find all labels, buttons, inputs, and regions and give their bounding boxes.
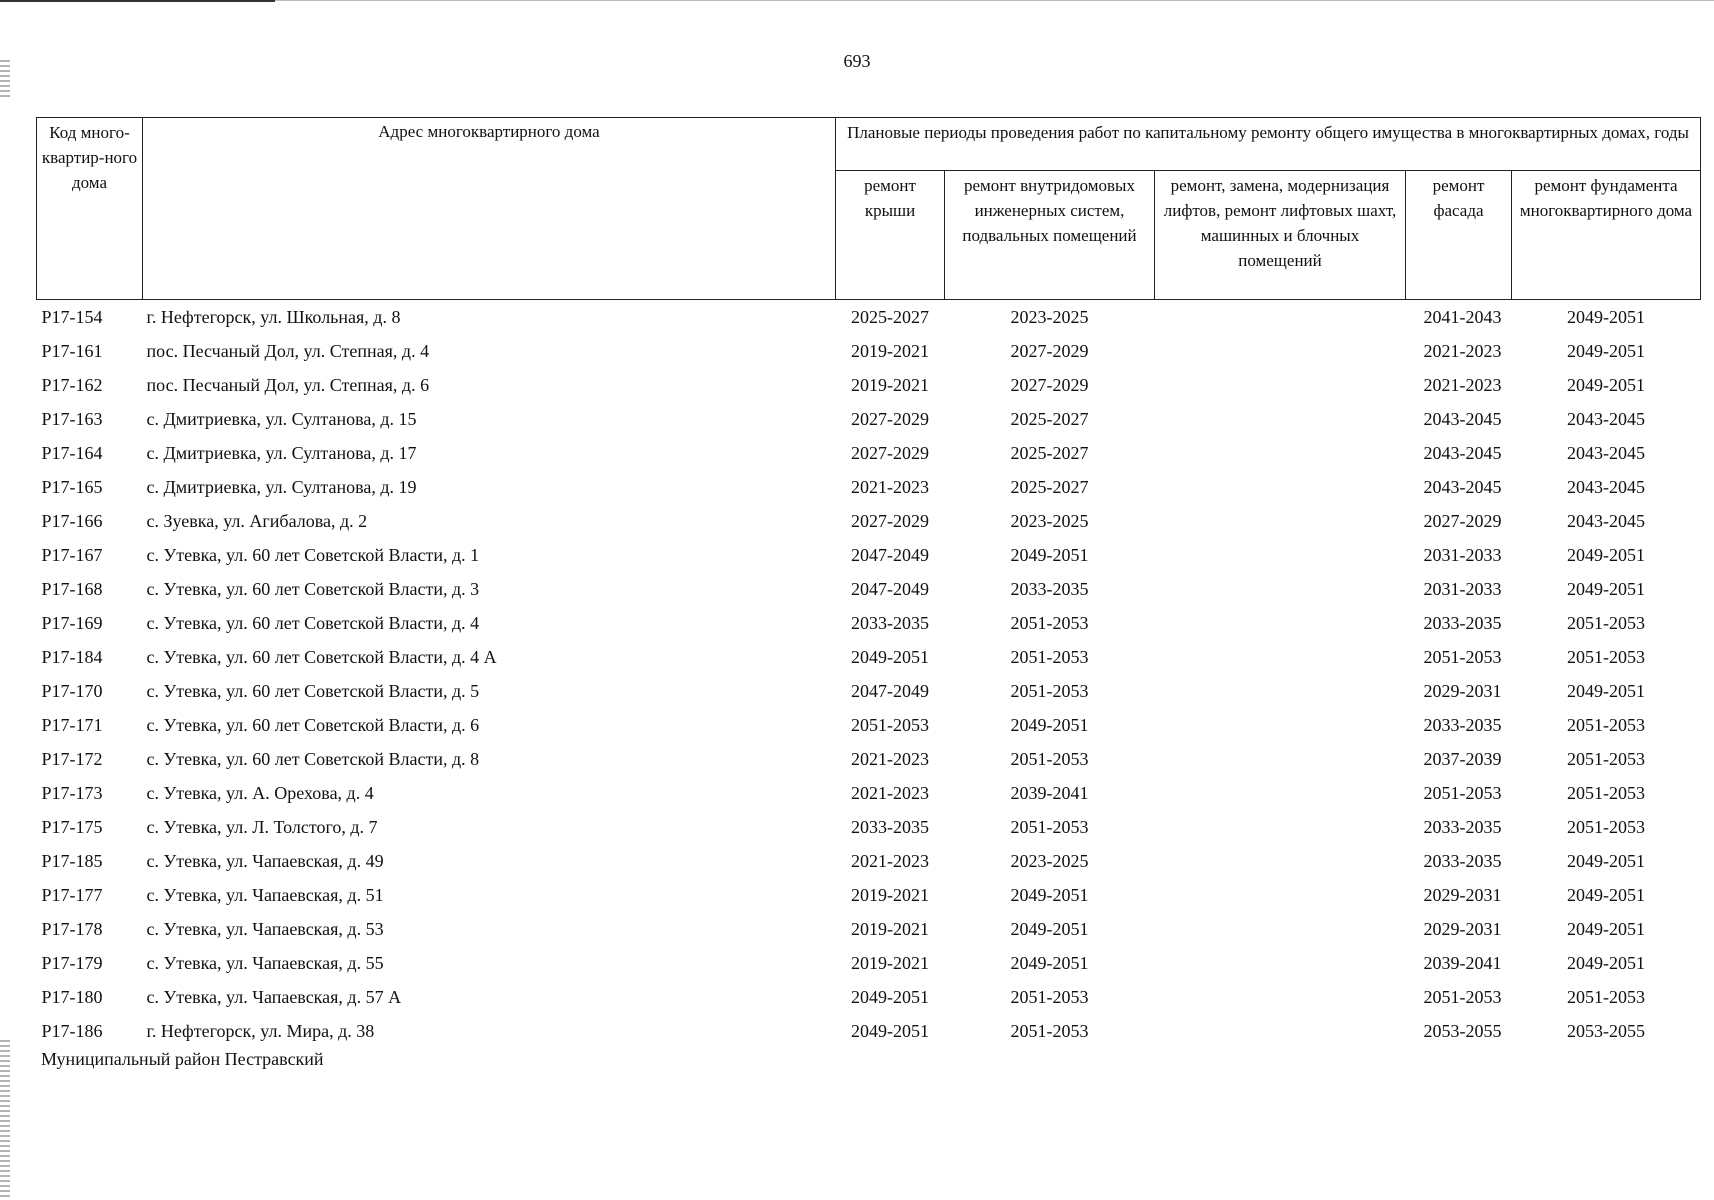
cell-roof: 2025-2027 — [851, 307, 929, 327]
cell-foundation: 2043-2045 — [1567, 477, 1645, 497]
table-row — [37, 300, 1701, 335]
cell-address: с. Утевка, ул. 60 лет Советской Власти, д. 3 — [146, 579, 480, 599]
cell-lifts — [1155, 708, 1406, 742]
page-number: 693 — [843, 51, 871, 71]
cell-lifts — [1155, 504, 1406, 538]
cell-engineering: 2051-2053 — [1010, 987, 1089, 1007]
header-periods: Плановые периоды проведения работ по капитальному ремонту общего имущества в многоквартирных домах, годы — [836, 118, 1701, 171]
cell-foundation: 2049-2051 — [1567, 681, 1645, 701]
scan-edge-mark — [0, 1040, 10, 1200]
cell-roof: 2019-2021 — [851, 375, 929, 395]
table-row — [37, 844, 1701, 878]
cell-engineering: 2025-2027 — [1010, 409, 1089, 429]
cell-engineering: 2049-2051 — [1010, 715, 1089, 735]
cell-address: пос. Песчаный Дол, ул. Степная, д. 4 — [146, 341, 430, 361]
cell-foundation: 2051-2053 — [1567, 715, 1645, 735]
cell-address: г. Нефтегорск, ул. Школьная, д. 8 — [146, 307, 401, 327]
cell-foundation: 2043-2045 — [1567, 511, 1645, 531]
cell-lifts — [1155, 878, 1406, 912]
cell-lifts — [1155, 980, 1406, 1014]
cell-code: P17-177 — [41, 885, 103, 905]
cell-engineering: 2027-2029 — [1010, 375, 1089, 395]
cell-lifts — [1155, 1014, 1406, 1048]
cell-address: г. Нефтегорск, ул. Мира, д. 38 — [146, 1021, 375, 1041]
cell-roof: 2019-2021 — [851, 953, 929, 973]
cell-facade: 2051-2053 — [1423, 647, 1502, 667]
cell-roof: 2047-2049 — [851, 579, 929, 599]
cell-foundation: 2049-2051 — [1567, 953, 1645, 973]
cell-code: P17-169 — [41, 613, 103, 633]
cell-facade: 2029-2031 — [1423, 885, 1502, 905]
cell-engineering: 2023-2025 — [1010, 511, 1089, 531]
cell-address: с. Утевка, ул. Чапаевская, д. 55 — [146, 953, 384, 973]
cell-code: P17-154 — [41, 307, 103, 327]
cell-lifts — [1155, 674, 1406, 708]
cell-address: с. Дмитриевка, ул. Султанова, д. 19 — [146, 477, 417, 497]
cell-roof: 2027-2029 — [851, 443, 929, 463]
table-row — [37, 606, 1701, 640]
header-facade: ремонт фасада — [1406, 171, 1512, 300]
top-thin-rule — [275, 0, 1714, 1]
cell-address: с. Утевка, ул. 60 лет Советской Власти, д. 1 — [146, 545, 480, 565]
cell-foundation: 2051-2053 — [1567, 987, 1645, 1007]
cell-roof: 2019-2021 — [851, 919, 929, 939]
cell-lifts — [1155, 810, 1406, 844]
cell-foundation: 2051-2053 — [1567, 749, 1645, 769]
cell-lifts — [1155, 776, 1406, 810]
cell-foundation: 2049-2051 — [1567, 851, 1645, 871]
table-row — [37, 980, 1701, 1014]
cell-lifts — [1155, 470, 1406, 504]
cell-address: с. Утевка, ул. Чапаевская, д. 57 А — [146, 987, 402, 1007]
cell-code: P17-175 — [41, 817, 103, 837]
cell-address: с. Утевка, ул. А. Орехова, д. 4 — [146, 783, 374, 803]
cell-engineering: 2027-2029 — [1010, 341, 1089, 361]
cell-roof: 2027-2029 — [851, 409, 929, 429]
cell-engineering: 2051-2053 — [1010, 749, 1089, 769]
top-border-rule — [0, 0, 275, 2]
cell-code: P17-166 — [41, 511, 103, 531]
cell-engineering: 2051-2053 — [1010, 1021, 1089, 1041]
capital-repair-table — [36, 117, 1701, 1048]
cell-lifts — [1155, 640, 1406, 674]
cell-engineering: 2025-2027 — [1010, 477, 1089, 497]
cell-code: P17-171 — [41, 715, 103, 735]
table-row — [37, 538, 1701, 572]
cell-lifts — [1155, 300, 1406, 335]
cell-address: с. Утевка, ул. 60 лет Советской Власти, д. 4 — [146, 613, 480, 633]
table-row — [37, 470, 1701, 504]
cell-code: P17-185 — [41, 851, 103, 871]
cell-address: с. Утевка, ул. Чапаевская, д. 51 — [146, 885, 384, 905]
cell-lifts — [1155, 572, 1406, 606]
cell-foundation: 2049-2051 — [1567, 307, 1645, 327]
cell-code: P17-184 — [41, 647, 103, 667]
cell-address: с. Дмитриевка, ул. Султанова, д. 15 — [146, 409, 417, 429]
cell-lifts — [1155, 334, 1406, 368]
header-lifts: ремонт, замена, модернизация лифтов, ремонт лифтовых шахт, машинных и блочных помещений — [1155, 171, 1406, 300]
cell-code: P17-162 — [41, 375, 103, 395]
cell-lifts — [1155, 606, 1406, 640]
cell-engineering: 2049-2051 — [1010, 919, 1089, 939]
cell-facade: 2031-2033 — [1423, 545, 1502, 565]
cell-facade: 2043-2045 — [1423, 443, 1502, 463]
cell-engineering: 2049-2051 — [1010, 953, 1089, 973]
cell-engineering: 2049-2051 — [1010, 545, 1089, 565]
cell-engineering: 2039-2041 — [1010, 783, 1089, 803]
cell-lifts — [1155, 946, 1406, 980]
cell-facade: 2043-2045 — [1423, 477, 1502, 497]
cell-facade: 2041-2043 — [1423, 307, 1502, 327]
table-row — [37, 368, 1701, 402]
cell-foundation: 2049-2051 — [1567, 341, 1645, 361]
cell-facade: 2033-2035 — [1423, 715, 1502, 735]
cell-roof: 2049-2051 — [851, 1021, 929, 1041]
cell-foundation: 2049-2051 — [1567, 919, 1645, 939]
cell-address: с. Утевка, ул. 60 лет Советской Власти, д. 8 — [146, 749, 480, 769]
cell-facade: 2031-2033 — [1423, 579, 1502, 599]
cell-foundation: 2051-2053 — [1567, 647, 1645, 667]
table-row — [37, 504, 1701, 538]
cell-lifts — [1155, 402, 1406, 436]
cell-facade: 2029-2031 — [1423, 919, 1502, 939]
cell-engineering: 2051-2053 — [1010, 613, 1089, 633]
cell-code: P17-173 — [41, 783, 103, 803]
cell-lifts — [1155, 742, 1406, 776]
cell-foundation: 2043-2045 — [1567, 443, 1645, 463]
table-row — [37, 708, 1701, 742]
cell-engineering: 2051-2053 — [1010, 817, 1089, 837]
table-row — [37, 878, 1701, 912]
cell-engineering: 2051-2053 — [1010, 681, 1089, 701]
cell-roof: 2033-2035 — [851, 817, 929, 837]
cell-facade: 2033-2035 — [1423, 851, 1502, 871]
cell-engineering: 2025-2027 — [1010, 443, 1089, 463]
cell-code: P17-163 — [41, 409, 103, 429]
cell-foundation: 2051-2053 — [1567, 613, 1645, 633]
cell-lifts — [1155, 436, 1406, 470]
cell-code: P17-170 — [41, 681, 103, 701]
table-row — [37, 1014, 1701, 1048]
cell-code: P17-186 — [41, 1021, 103, 1041]
cell-code: P17-180 — [41, 987, 103, 1007]
cell-code: P17-165 — [41, 477, 103, 497]
cell-address: с. Утевка, ул. 60 лет Советской Власти, д. 6 — [146, 715, 480, 735]
cell-lifts — [1155, 538, 1406, 572]
cell-facade: 2021-2023 — [1423, 341, 1502, 361]
cell-foundation: 2053-2055 — [1567, 1021, 1645, 1041]
cell-code: P17-168 — [41, 579, 103, 599]
cell-address: с. Утевка, ул. 60 лет Советской Власти, д. 5 — [146, 681, 480, 701]
table-row — [37, 810, 1701, 844]
cell-facade: 2033-2035 — [1423, 817, 1502, 837]
cell-address: с. Дмитриевка, ул. Султанова, д. 17 — [146, 443, 417, 463]
cell-roof: 2021-2023 — [851, 851, 929, 871]
cell-foundation: 2049-2051 — [1567, 545, 1645, 565]
table-header — [37, 118, 1701, 300]
cell-code: P17-178 — [41, 919, 103, 939]
header-engineering: ремонт внутридомовых инженерных систем, подвальных помещений — [945, 171, 1155, 300]
cell-address: с. Зуевка, ул. Агибалова, д. 2 — [146, 511, 368, 531]
cell-address: с. Утевка, ул. Чапаевская, д. 53 — [146, 919, 384, 939]
cell-facade: 2053-2055 — [1423, 1021, 1502, 1041]
cell-address: с. Утевка, ул. Л. Толстого, д. 7 — [146, 817, 378, 837]
cell-address: пос. Песчаный Дол, ул. Степная, д. 6 — [146, 375, 430, 395]
header-address: Адрес многоквартирного дома — [143, 118, 836, 300]
header-foundation: ремонт фундамента многоквартирного дома — [1512, 171, 1701, 300]
cell-foundation: 2051-2053 — [1567, 817, 1645, 837]
header-code: Код много-квартир-ного дома — [37, 118, 143, 300]
cell-code: P17-167 — [41, 545, 103, 565]
cell-facade: 2043-2045 — [1423, 409, 1502, 429]
cell-foundation: 2043-2045 — [1567, 409, 1645, 429]
cell-roof: 2033-2035 — [851, 613, 929, 633]
table-row — [37, 946, 1701, 980]
cell-roof: 2021-2023 — [851, 783, 929, 803]
cell-facade: 2051-2053 — [1423, 987, 1502, 1007]
cell-lifts — [1155, 368, 1406, 402]
cell-engineering: 2023-2025 — [1010, 851, 1089, 871]
cell-code: P17-179 — [41, 953, 103, 973]
cell-roof: 2021-2023 — [851, 749, 929, 769]
cell-roof: 2051-2053 — [851, 715, 929, 735]
cell-foundation: 2049-2051 — [1567, 375, 1645, 395]
cell-facade: 2029-2031 — [1423, 681, 1502, 701]
cell-roof: 2049-2051 — [851, 647, 929, 667]
cell-code: P17-161 — [41, 341, 103, 361]
table-row — [37, 436, 1701, 470]
table-row — [37, 334, 1701, 368]
section-title: Муниципальный район Пестравский — [41, 1049, 324, 1069]
cell-address: с. Утевка, ул. 60 лет Советской Власти, д. 4 А — [146, 647, 497, 667]
cell-code: P17-164 — [41, 443, 103, 463]
cell-engineering: 2051-2053 — [1010, 647, 1089, 667]
cell-roof: 2027-2029 — [851, 511, 929, 531]
cell-lifts — [1155, 844, 1406, 878]
cell-roof: 2021-2023 — [851, 477, 929, 497]
cell-facade: 2033-2035 — [1423, 613, 1502, 633]
cell-engineering: 2033-2035 — [1010, 579, 1089, 599]
table-row — [37, 674, 1701, 708]
cell-facade: 2021-2023 — [1423, 375, 1502, 395]
cell-code: P17-172 — [41, 749, 103, 769]
table-row — [37, 912, 1701, 946]
cell-facade: 2051-2053 — [1423, 783, 1502, 803]
cell-roof: 2019-2021 — [851, 885, 929, 905]
header-roof: ремонт крыши — [836, 171, 945, 300]
cell-facade: 2027-2029 — [1423, 511, 1502, 531]
cell-lifts — [1155, 912, 1406, 946]
cell-roof: 2047-2049 — [851, 545, 929, 565]
cell-facade: 2039-2041 — [1423, 953, 1502, 973]
cell-facade: 2037-2039 — [1423, 749, 1502, 769]
cell-engineering: 2023-2025 — [1010, 307, 1089, 327]
cell-foundation: 2051-2053 — [1567, 783, 1645, 803]
cell-address: с. Утевка, ул. Чапаевская, д. 49 — [146, 851, 384, 871]
cell-foundation: 2049-2051 — [1567, 579, 1645, 599]
cell-engineering: 2049-2051 — [1010, 885, 1089, 905]
table-row — [37, 572, 1701, 606]
table-row — [37, 742, 1701, 776]
table-body — [37, 300, 1701, 1049]
cell-roof: 2049-2051 — [851, 987, 929, 1007]
cell-roof: 2019-2021 — [851, 341, 929, 361]
table-row — [37, 402, 1701, 436]
table-row — [37, 640, 1701, 674]
cell-foundation: 2049-2051 — [1567, 885, 1645, 905]
cell-roof: 2047-2049 — [851, 681, 929, 701]
table-row — [37, 776, 1701, 810]
